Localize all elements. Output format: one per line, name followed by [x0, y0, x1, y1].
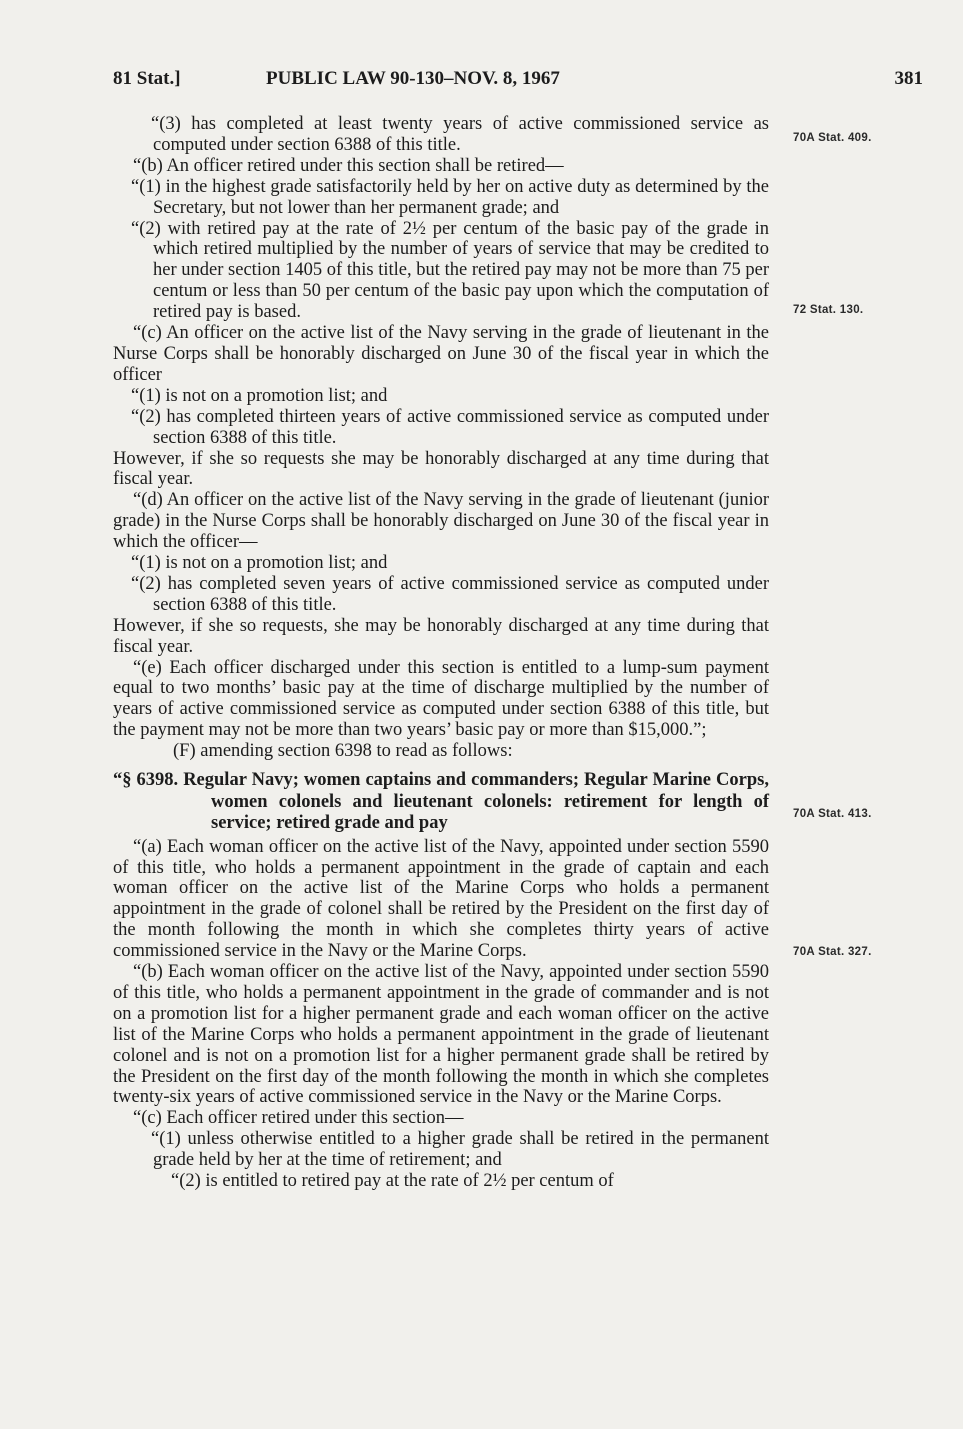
- margin-citation: 70A Stat. 327.: [793, 946, 872, 958]
- paragraph: “(2) has completed seven years of active commissioned service as computed under section 6388 of this title.: [131, 573, 769, 615]
- paragraph: (F) amending section 6398 to read as follows:: [173, 741, 513, 762]
- paragraph: “(c) Each officer retired under this section—: [133, 1108, 464, 1129]
- paragraph: “(2) has completed thirteen years of active commissioned service as computed under section 6388 of this title.: [131, 406, 769, 448]
- law-title: PUBLIC LAW 90-130–NOV. 8, 1967: [266, 68, 560, 89]
- paragraph: “(e) Each officer discharged under this section is entitled to a lump-sum payment equal to two months’ basic pay at the time of discharge multiplied by the number of years of active commissioned service as computed under section 6388 of this title, but the payment may not be more than two years’ basic pay or more than $15,000.”;: [113, 657, 769, 741]
- page-number: 381: [894, 68, 923, 89]
- paragraph: “(2) with retired pay at the rate of 2½ per centum of the basic pay of the grade in which retired multiplied by the number of years of service that may be credited to her under section 1405 of this title, but the retired pay may not be more than 75 per centum or less than 50 per centum of the basic pay upon which the computation of retired pay is based.: [131, 218, 769, 323]
- statute-reference: 81 Stat.]: [113, 68, 181, 89]
- paragraph: “(b) Each woman officer on the active list of the Navy, appointed under section 5590 of this title, who holds a permanent appointment in the grade of commander and is not on a promotion list for a higher permanent grade and each woman officer on the active list of the Marine Corps who holds a permanent appointment in the grade of lieutenant colonel and is not on a promotion list for a higher permanent grade shall be retired by the President on the first day of the month following the month in which she completes twenty-six years of active commissioned service in the Navy or the Marine Corps.: [113, 962, 769, 1108]
- paragraph: “(1) is not on a promotion list; and: [131, 385, 388, 406]
- margin-citation: 70A Stat. 409.: [793, 132, 872, 144]
- paragraph: “(b) An officer retired under this section shall be retired—: [133, 155, 564, 176]
- paragraph: “(d) An officer on the active list of the Navy serving in the grade of lieutenant (junior grade) in the Nurse Corps shall be honorably discharged on June 30 of the fiscal year in which the officer—: [113, 490, 769, 553]
- paragraph: “(c) An officer on the active list of the Navy serving in the grade of lieutenant in the Nurse Corps shall be honorably discharged on June 30 of the fiscal year in which the officer: [113, 323, 769, 385]
- running-head: [113, 68, 923, 98]
- margin-citation: 72 Stat. 130.: [793, 304, 864, 316]
- margin-citation: 70A Stat. 413.: [793, 808, 872, 820]
- paragraph: However, if she so requests, she may be honorably discharged at any time during that fiscal year.: [113, 615, 769, 657]
- paragraph: “(3) has completed at least twenty years of active commissioned service as computed under section 6388 of this title.: [151, 114, 769, 155]
- paragraph: “(1) is not on a promotion list; and: [131, 553, 388, 574]
- paragraph: “(1) unless otherwise entitled to a higher grade shall be retired in the permanent grade held by her at the time of retirement; and: [151, 1129, 769, 1171]
- paragraph: However, if she so requests she may be honorably discharged at any time during that fiscal year.: [113, 448, 769, 490]
- body-text: [113, 114, 769, 1192]
- paragraph: “(a) Each woman officer on the active list of the Navy, appointed under section 5590 of this title, who holds a permanent appointment in the grade of captain and each woman officer on the active list of the Marine Corps who holds a permanent appointment in the grade of colonel shall be retired by the President on the first day of the month following the month in which she completes thirty years of active commissioned service in the Navy or the Marine Corps.: [113, 836, 769, 962]
- paragraph: “(1) in the highest grade satisfactorily held by her on active duty as determined by the Secretary, but not lower than her permanent grade; and: [131, 176, 769, 218]
- paragraph: “(2) is entitled to retired pay at the rate of 2½ per centum of: [171, 1171, 614, 1192]
- section-heading: “§ 6398. Regular Navy; women captains and commanders; Regular Marine Corps, women colonels and lieutenant colonels: retirement for length of service; retired grade and pay: [113, 770, 769, 834]
